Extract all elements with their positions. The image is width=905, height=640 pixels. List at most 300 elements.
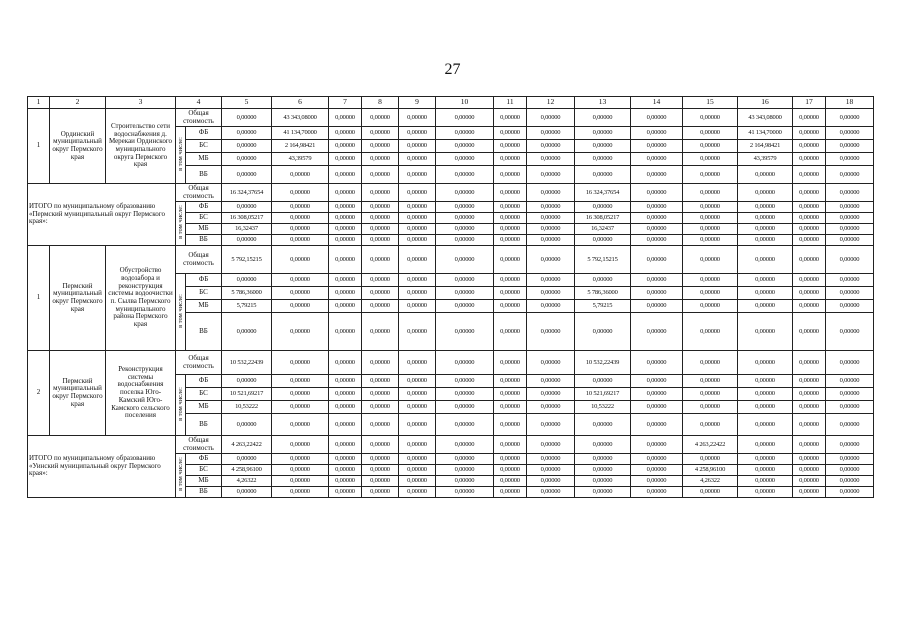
column-number: 14 — [631, 97, 683, 109]
amount-cell: 0,00000 — [793, 202, 826, 213]
amount-cell: 0,00000 — [527, 487, 575, 498]
funding-source: МБ — [186, 300, 222, 313]
funding-source: ФБ — [186, 454, 222, 465]
amount-cell: 16 324,37654 — [575, 184, 631, 202]
amount-cell: 0,00000 — [329, 184, 362, 202]
amount-cell: 0,00000 — [527, 153, 575, 166]
amount-cell: 0,00000 — [222, 202, 272, 213]
amount-cell: 0,00000 — [631, 127, 683, 140]
amount-cell: 0,00000 — [826, 127, 874, 140]
column-number: 12 — [527, 97, 575, 109]
amount-cell: 0,00000 — [436, 202, 494, 213]
total-cost-label: Общая стоимость — [176, 184, 222, 202]
amount-cell: 0,00000 — [527, 454, 575, 465]
amount-cell: 0,00000 — [826, 213, 874, 224]
amount-cell: 0,00000 — [272, 184, 329, 202]
amount-cell: 0,00000 — [631, 153, 683, 166]
amount-cell: 0,00000 — [793, 436, 826, 454]
header-row — [28, 97, 874, 109]
amount-cell: 0,00000 — [222, 109, 272, 127]
amount-cell: 0,00000 — [631, 351, 683, 375]
amount-cell: 0,00000 — [494, 153, 527, 166]
amount-cell: 0,00000 — [683, 300, 738, 313]
amount-cell: 0,00000 — [738, 487, 793, 498]
amount-cell: 43 343,08000 — [738, 109, 793, 127]
amount-cell: 0,00000 — [631, 414, 683, 436]
incl-vertical-label — [176, 274, 186, 351]
amount-cell: 0,00000 — [494, 140, 527, 153]
amount-cell: 0,00000 — [793, 274, 826, 287]
amount-cell: 0,00000 — [683, 140, 738, 153]
funding-source: ФБ — [186, 274, 222, 287]
amount-cell: 0,00000 — [793, 140, 826, 153]
funding-source: БС — [186, 465, 222, 476]
amount-cell: 0,00000 — [436, 153, 494, 166]
amount-cell: 0,00000 — [436, 436, 494, 454]
amount-cell: 0,00000 — [362, 287, 399, 300]
amount-cell: 0,00000 — [683, 414, 738, 436]
amount-cell: 0,00000 — [793, 213, 826, 224]
amount-cell: 0,00000 — [683, 213, 738, 224]
amount-cell: 0,00000 — [738, 246, 793, 274]
amount-cell: 0,00000 — [494, 224, 527, 235]
municipality-name: Пермский муниципальный округ Пермского края — [50, 246, 106, 351]
amount-cell: 0,00000 — [222, 414, 272, 436]
amount-cell: 0,00000 — [683, 401, 738, 414]
amount-cell: 43,39579 — [738, 153, 793, 166]
amount-cell: 0,00000 — [683, 351, 738, 375]
amount-cell: 0,00000 — [683, 153, 738, 166]
amount-cell: 0,00000 — [527, 401, 575, 414]
amount-cell: 0,00000 — [329, 127, 362, 140]
amount-cell: 0,00000 — [329, 476, 362, 487]
amount-cell: 0,00000 — [575, 436, 631, 454]
amount-cell: 0,00000 — [272, 224, 329, 235]
amount-cell: 16,32437 — [575, 224, 631, 235]
amount-cell: 0,00000 — [436, 224, 494, 235]
amount-cell: 0,00000 — [272, 414, 329, 436]
amount-cell: 0,00000 — [575, 487, 631, 498]
amount-cell: 0,00000 — [683, 224, 738, 235]
amount-cell: 0,00000 — [527, 246, 575, 274]
amount-cell: 0,00000 — [793, 465, 826, 476]
amount-cell: 16,32437 — [222, 224, 272, 235]
amount-cell: 0,00000 — [436, 235, 494, 246]
amount-cell: 0,00000 — [826, 274, 874, 287]
amount-cell: 0,00000 — [575, 153, 631, 166]
amount-cell: 0,00000 — [631, 235, 683, 246]
table-row — [28, 351, 874, 375]
amount-cell: 0,00000 — [793, 401, 826, 414]
budget-table — [27, 96, 874, 498]
amount-cell: 0,00000 — [436, 287, 494, 300]
incl-text: в том числе: — [176, 386, 184, 421]
amount-cell: 0,00000 — [362, 109, 399, 127]
amount-cell: 0,00000 — [494, 300, 527, 313]
amount-cell: 0,00000 — [272, 235, 329, 246]
total-cost-label: Общая стоимость — [176, 351, 222, 375]
funding-source: ФБ — [186, 375, 222, 388]
municipality-name: Ординский муниципальный округ Пермского края — [50, 109, 106, 184]
amount-cell: 4 258,96100 — [683, 465, 738, 476]
amount-cell: 0,00000 — [329, 235, 362, 246]
amount-cell: 0,00000 — [494, 202, 527, 213]
amount-cell: 0,00000 — [683, 235, 738, 246]
amount-cell: 0,00000 — [826, 388, 874, 401]
object-name: Строительство сети водоснабжения д. Мерекаи Ординского муниципального округа Пермского края — [106, 109, 176, 184]
amount-cell: 0,00000 — [494, 375, 527, 388]
amount-cell: 0,00000 — [494, 351, 527, 375]
amount-cell: 0,00000 — [738, 287, 793, 300]
amount-cell: 0,00000 — [793, 235, 826, 246]
amount-cell: 0,00000 — [436, 300, 494, 313]
amount-cell: 0,00000 — [683, 246, 738, 274]
amount-cell: 0,00000 — [399, 213, 436, 224]
column-number: 5 — [222, 97, 272, 109]
amount-cell: 5 792,15215 — [575, 246, 631, 274]
amount-cell: 0,00000 — [738, 401, 793, 414]
amount-cell: 2 164,98421 — [738, 140, 793, 153]
amount-cell: 0,00000 — [399, 300, 436, 313]
amount-cell: 0,00000 — [826, 476, 874, 487]
amount-cell: 0,00000 — [494, 414, 527, 436]
amount-cell: 0,00000 — [793, 287, 826, 300]
amount-cell: 0,00000 — [793, 487, 826, 498]
amount-cell: 0,00000 — [527, 313, 575, 351]
amount-cell: 0,00000 — [362, 388, 399, 401]
amount-cell: 0,00000 — [399, 375, 436, 388]
amount-cell: 0,00000 — [793, 388, 826, 401]
amount-cell: 0,00000 — [826, 401, 874, 414]
amount-cell: 0,00000 — [362, 153, 399, 166]
amount-cell: 0,00000 — [494, 127, 527, 140]
amount-cell: 0,00000 — [738, 313, 793, 351]
amount-cell: 10,53222 — [222, 401, 272, 414]
amount-cell: 0,00000 — [494, 313, 527, 351]
incl-text: в том числе: — [176, 293, 184, 328]
amount-cell: 0,00000 — [362, 313, 399, 351]
amount-cell: 0,00000 — [575, 313, 631, 351]
amount-cell: 0,00000 — [527, 414, 575, 436]
amount-cell: 0,00000 — [399, 127, 436, 140]
amount-cell: 0,00000 — [272, 313, 329, 351]
amount-cell: 0,00000 — [738, 184, 793, 202]
amount-cell: 0,00000 — [527, 465, 575, 476]
amount-cell: 0,00000 — [575, 166, 631, 184]
incl-text: в том числе: — [176, 205, 184, 240]
amount-cell: 0,00000 — [399, 454, 436, 465]
amount-cell: 4 258,96100 — [222, 465, 272, 476]
funding-source: БС — [186, 213, 222, 224]
amount-cell: 0,00000 — [575, 274, 631, 287]
amount-cell: 0,00000 — [631, 213, 683, 224]
amount-cell: 0,00000 — [272, 246, 329, 274]
amount-cell: 0,00000 — [826, 436, 874, 454]
amount-cell: 0,00000 — [362, 235, 399, 246]
amount-cell: 0,00000 — [329, 388, 362, 401]
amount-cell: 2 164,98421 — [272, 140, 329, 153]
amount-cell: 0,00000 — [399, 109, 436, 127]
amount-cell: 0,00000 — [631, 401, 683, 414]
amount-cell: 0,00000 — [738, 375, 793, 388]
amount-cell: 0,00000 — [399, 388, 436, 401]
total-cost-label: Общая стоимость — [176, 246, 222, 274]
amount-cell: 0,00000 — [826, 224, 874, 235]
amount-cell: 0,00000 — [683, 487, 738, 498]
amount-cell: 0,00000 — [399, 274, 436, 287]
amount-cell: 0,00000 — [329, 487, 362, 498]
amount-cell: 0,00000 — [683, 454, 738, 465]
amount-cell: 0,00000 — [399, 401, 436, 414]
amount-cell: 0,00000 — [527, 202, 575, 213]
row-number: 2 — [28, 351, 50, 436]
amount-cell: 0,00000 — [362, 375, 399, 388]
amount-cell: 0,00000 — [683, 184, 738, 202]
amount-cell: 0,00000 — [272, 454, 329, 465]
amount-cell: 0,00000 — [399, 224, 436, 235]
amount-cell: 0,00000 — [329, 274, 362, 287]
amount-cell: 0,00000 — [222, 140, 272, 153]
amount-cell: 0,00000 — [272, 351, 329, 375]
amount-cell: 0,00000 — [631, 388, 683, 401]
amount-cell: 0,00000 — [683, 388, 738, 401]
column-number: 4 — [176, 97, 222, 109]
amount-cell: 0,00000 — [436, 127, 494, 140]
amount-cell: 0,00000 — [826, 184, 874, 202]
total-label: ИТОГО по муниципальному образованию «Уинский муниципальный округ Пермского края»: — [28, 436, 176, 498]
amount-cell: 0,00000 — [527, 287, 575, 300]
incl-vertical-label — [176, 375, 186, 436]
amount-cell: 0,00000 — [436, 313, 494, 351]
amount-cell: 10,53222 — [575, 401, 631, 414]
amount-cell: 0,00000 — [575, 235, 631, 246]
funding-source: ВБ — [186, 235, 222, 246]
amount-cell: 0,00000 — [631, 313, 683, 351]
amount-cell: 0,00000 — [527, 351, 575, 375]
amount-cell: 0,00000 — [329, 414, 362, 436]
amount-cell: 0,00000 — [222, 375, 272, 388]
amount-cell: 0,00000 — [362, 351, 399, 375]
amount-cell: 5,79215 — [222, 300, 272, 313]
amount-cell: 0,00000 — [329, 202, 362, 213]
amount-cell: 0,00000 — [362, 246, 399, 274]
amount-cell: 0,00000 — [683, 166, 738, 184]
amount-cell: 0,00000 — [631, 184, 683, 202]
amount-cell: 0,00000 — [527, 388, 575, 401]
amount-cell: 0,00000 — [494, 476, 527, 487]
row-number: 1 — [28, 109, 50, 184]
amount-cell: 0,00000 — [272, 375, 329, 388]
amount-cell: 0,00000 — [631, 274, 683, 287]
amount-cell: 0,00000 — [527, 224, 575, 235]
amount-cell: 0,00000 — [362, 476, 399, 487]
amount-cell: 0,00000 — [272, 274, 329, 287]
funding-source: ФБ — [186, 202, 222, 213]
amount-cell: 0,00000 — [494, 246, 527, 274]
amount-cell: 0,00000 — [575, 454, 631, 465]
amount-cell: 0,00000 — [494, 436, 527, 454]
column-number: 13 — [575, 97, 631, 109]
incl-vertical-label — [176, 202, 186, 246]
amount-cell: 0,00000 — [329, 213, 362, 224]
amount-cell: 0,00000 — [362, 487, 399, 498]
amount-cell: 0,00000 — [362, 274, 399, 287]
incl-vertical-label — [176, 454, 186, 498]
amount-cell: 0,00000 — [527, 375, 575, 388]
funding-source: ВБ — [186, 487, 222, 498]
amount-cell: 0,00000 — [631, 224, 683, 235]
amount-cell: 0,00000 — [631, 300, 683, 313]
amount-cell: 0,00000 — [329, 287, 362, 300]
amount-cell: 0,00000 — [826, 351, 874, 375]
amount-cell: 0,00000 — [631, 476, 683, 487]
amount-cell: 0,00000 — [631, 375, 683, 388]
amount-cell: 0,00000 — [793, 184, 826, 202]
amount-cell: 0,00000 — [272, 401, 329, 414]
amount-cell: 0,00000 — [329, 153, 362, 166]
amount-cell: 0,00000 — [683, 287, 738, 300]
amount-cell: 0,00000 — [631, 465, 683, 476]
amount-cell: 0,00000 — [826, 153, 874, 166]
incl-text: в том числе: — [176, 457, 184, 492]
amount-cell: 5,79215 — [575, 300, 631, 313]
amount-cell: 0,00000 — [399, 465, 436, 476]
amount-cell: 4,26322 — [683, 476, 738, 487]
amount-cell: 0,00000 — [494, 166, 527, 184]
funding-source: ВБ — [186, 166, 222, 184]
column-number: 1 — [28, 97, 50, 109]
amount-cell: 0,00000 — [362, 202, 399, 213]
amount-cell: 0,00000 — [494, 401, 527, 414]
amount-cell: 0,00000 — [494, 235, 527, 246]
amount-cell: 0,00000 — [826, 465, 874, 476]
amount-cell: 0,00000 — [575, 465, 631, 476]
amount-cell: 0,00000 — [399, 414, 436, 436]
incl-text: в том числе: — [176, 136, 184, 171]
amount-cell: 0,00000 — [436, 213, 494, 224]
amount-cell: 0,00000 — [575, 109, 631, 127]
amount-cell: 0,00000 — [793, 454, 826, 465]
amount-cell: 0,00000 — [527, 109, 575, 127]
table-row — [28, 184, 874, 202]
amount-cell: 0,00000 — [329, 246, 362, 274]
amount-cell: 0,00000 — [436, 274, 494, 287]
amount-cell: 0,00000 — [793, 166, 826, 184]
amount-cell: 4 263,22422 — [683, 436, 738, 454]
amount-cell: 0,00000 — [826, 109, 874, 127]
amount-cell: 0,00000 — [399, 436, 436, 454]
amount-cell: 0,00000 — [272, 388, 329, 401]
amount-cell: 0,00000 — [272, 300, 329, 313]
amount-cell: 0,00000 — [631, 140, 683, 153]
amount-cell: 0,00000 — [738, 436, 793, 454]
amount-cell: 0,00000 — [494, 287, 527, 300]
amount-cell: 0,00000 — [738, 224, 793, 235]
amount-cell: 0,00000 — [362, 465, 399, 476]
total-cost-label: Общая стоимость — [176, 109, 222, 127]
funding-source: МБ — [186, 476, 222, 487]
amount-cell: 0,00000 — [527, 213, 575, 224]
amount-cell: 0,00000 — [329, 300, 362, 313]
funding-source: МБ — [186, 401, 222, 414]
amount-cell: 0,00000 — [399, 487, 436, 498]
amount-cell: 0,00000 — [527, 166, 575, 184]
amount-cell: 0,00000 — [575, 202, 631, 213]
amount-cell: 0,00000 — [738, 235, 793, 246]
amount-cell: 0,00000 — [329, 140, 362, 153]
amount-cell: 0,00000 — [436, 465, 494, 476]
amount-cell: 0,00000 — [575, 414, 631, 436]
amount-cell: 0,00000 — [362, 127, 399, 140]
amount-cell: 0,00000 — [222, 313, 272, 351]
amount-cell: 0,00000 — [738, 351, 793, 375]
incl-vertical-label — [176, 127, 186, 184]
amount-cell: 0,00000 — [793, 313, 826, 351]
column-number: 9 — [399, 97, 436, 109]
amount-cell: 0,00000 — [399, 351, 436, 375]
amount-cell: 0,00000 — [575, 140, 631, 153]
amount-cell: 0,00000 — [793, 246, 826, 274]
amount-cell: 0,00000 — [527, 274, 575, 287]
amount-cell: 0,00000 — [575, 375, 631, 388]
amount-cell: 0,00000 — [494, 388, 527, 401]
total-cost-label: Общая стоимость — [176, 436, 222, 454]
column-number: 3 — [106, 97, 176, 109]
amount-cell: 0,00000 — [575, 127, 631, 140]
amount-cell: 0,00000 — [826, 287, 874, 300]
amount-cell: 0,00000 — [793, 300, 826, 313]
column-number: 11 — [494, 97, 527, 109]
amount-cell: 4,26322 — [222, 476, 272, 487]
amount-cell: 10 532,22439 — [222, 351, 272, 375]
amount-cell: 0,00000 — [362, 300, 399, 313]
amount-cell: 0,00000 — [738, 414, 793, 436]
amount-cell: 0,00000 — [399, 313, 436, 351]
amount-cell: 0,00000 — [222, 153, 272, 166]
amount-cell: 0,00000 — [362, 454, 399, 465]
amount-cell: 0,00000 — [631, 202, 683, 213]
amount-cell: 16 308,05217 — [222, 213, 272, 224]
column-number: 16 — [738, 97, 793, 109]
amount-cell: 0,00000 — [527, 476, 575, 487]
amount-cell: 0,00000 — [399, 140, 436, 153]
funding-source: БС — [186, 287, 222, 300]
amount-cell: 0,00000 — [793, 414, 826, 436]
total-label: ИТОГО по муниципальному образованию «Пермский муниципальный округ Пермского края»: — [28, 184, 176, 246]
amount-cell: 0,00000 — [399, 235, 436, 246]
amount-cell: 0,00000 — [272, 287, 329, 300]
amount-cell: 0,00000 — [329, 465, 362, 476]
amount-cell: 0,00000 — [738, 213, 793, 224]
amount-cell: 4 263,22422 — [222, 436, 272, 454]
amount-cell: 0,00000 — [826, 140, 874, 153]
amount-cell: 0,00000 — [527, 436, 575, 454]
amount-cell: 0,00000 — [631, 166, 683, 184]
amount-cell: 0,00000 — [793, 153, 826, 166]
amount-cell: 0,00000 — [436, 476, 494, 487]
amount-cell: 0,00000 — [329, 224, 362, 235]
amount-cell: 0,00000 — [362, 414, 399, 436]
amount-cell: 0,00000 — [436, 388, 494, 401]
amount-cell: 0,00000 — [527, 140, 575, 153]
amount-cell: 0,00000 — [329, 375, 362, 388]
amount-cell: 0,00000 — [399, 184, 436, 202]
amount-cell: 0,00000 — [826, 454, 874, 465]
amount-cell: 0,00000 — [329, 351, 362, 375]
amount-cell: 0,00000 — [793, 224, 826, 235]
municipality-name: Пермский муниципальный округ Пермского края — [50, 351, 106, 436]
amount-cell: 0,00000 — [527, 300, 575, 313]
